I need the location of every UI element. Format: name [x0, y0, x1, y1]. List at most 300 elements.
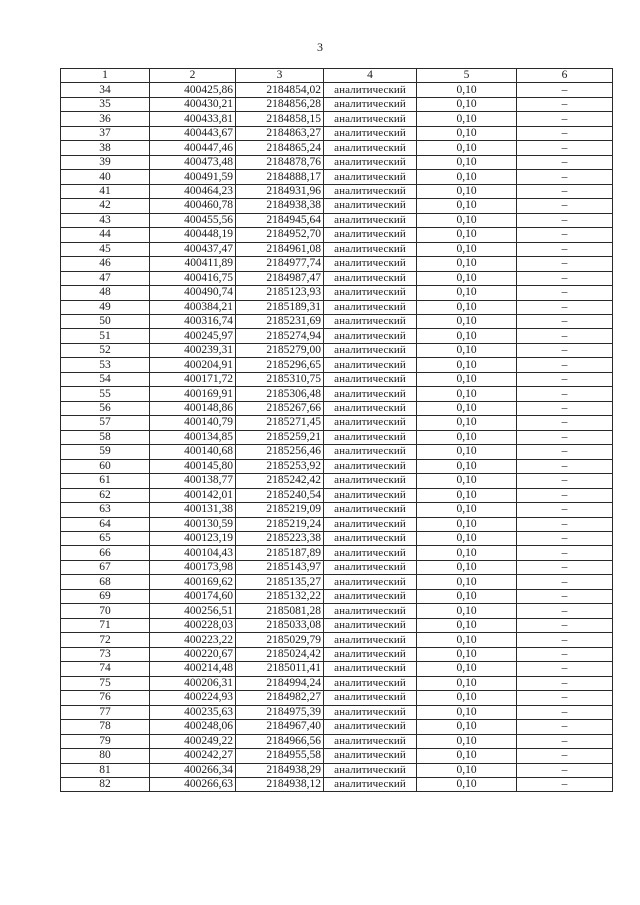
accuracy-cell: 0,10 — [417, 734, 517, 748]
method-cell: аналитический — [324, 300, 417, 314]
point-number-cell: 46 — [61, 257, 150, 271]
x-coordinate-cell: 400245,97 — [150, 329, 236, 343]
y-coordinate-cell: 2185231,69 — [236, 314, 324, 328]
accuracy-cell: 0,10 — [417, 314, 517, 328]
note-cell: – — [517, 734, 613, 748]
table-row — [61, 430, 613, 444]
point-number-cell: 81 — [61, 763, 150, 777]
table-row — [61, 155, 613, 169]
note-cell: – — [517, 763, 613, 777]
table-row — [61, 546, 613, 560]
x-coordinate-cell: 400248,06 — [150, 720, 236, 734]
point-number-cell: 71 — [61, 618, 150, 632]
point-number-cell: 72 — [61, 633, 150, 647]
accuracy-cell: 0,10 — [417, 387, 517, 401]
point-number-cell: 58 — [61, 430, 150, 444]
point-number-cell: 61 — [61, 474, 150, 488]
x-coordinate-cell: 400266,63 — [150, 777, 236, 791]
x-coordinate-cell: 400256,51 — [150, 604, 236, 618]
point-number-cell: 40 — [61, 170, 150, 184]
table-row — [61, 228, 613, 242]
x-coordinate-cell: 400455,56 — [150, 213, 236, 227]
accuracy-cell: 0,10 — [417, 618, 517, 632]
x-coordinate-cell: 400228,03 — [150, 618, 236, 632]
y-coordinate-cell: 2184967,40 — [236, 720, 324, 734]
point-number-cell: 55 — [61, 387, 150, 401]
note-cell: – — [517, 459, 613, 473]
method-cell: аналитический — [324, 358, 417, 372]
table-row — [61, 314, 613, 328]
note-cell: – — [517, 228, 613, 242]
accuracy-cell: 0,10 — [417, 676, 517, 690]
method-cell: аналитический — [324, 734, 417, 748]
y-coordinate-cell: 2185011,41 — [236, 662, 324, 676]
table-row — [61, 141, 613, 155]
method-cell: аналитический — [324, 170, 417, 184]
table-row — [61, 604, 613, 618]
x-coordinate-cell: 400171,72 — [150, 372, 236, 386]
point-number-cell: 66 — [61, 546, 150, 560]
x-coordinate-cell: 400206,31 — [150, 676, 236, 690]
note-cell: – — [517, 705, 613, 719]
table-row — [61, 474, 613, 488]
note-cell: – — [517, 199, 613, 213]
table-row — [61, 199, 613, 213]
y-coordinate-cell: 2184931,96 — [236, 184, 324, 198]
point-number-cell: 34 — [61, 83, 150, 97]
note-cell: – — [517, 170, 613, 184]
accuracy-cell: 0,10 — [417, 503, 517, 517]
method-cell: аналитический — [324, 155, 417, 169]
x-coordinate-cell: 400242,27 — [150, 749, 236, 763]
table-row — [61, 560, 613, 574]
table-row — [61, 445, 613, 459]
point-number-cell: 35 — [61, 97, 150, 111]
x-coordinate-cell: 400169,91 — [150, 387, 236, 401]
accuracy-cell: 0,10 — [417, 647, 517, 661]
y-coordinate-cell: 2185029,79 — [236, 633, 324, 647]
x-coordinate-cell: 400316,74 — [150, 314, 236, 328]
x-coordinate-cell: 400235,63 — [150, 705, 236, 719]
y-coordinate-cell: 2184955,58 — [236, 749, 324, 763]
method-cell: аналитический — [324, 459, 417, 473]
accuracy-cell: 0,10 — [417, 474, 517, 488]
x-coordinate-cell: 400249,22 — [150, 734, 236, 748]
method-cell: аналитический — [324, 749, 417, 763]
method-cell: аналитический — [324, 676, 417, 690]
accuracy-cell: 0,10 — [417, 372, 517, 386]
point-number-cell: 51 — [61, 329, 150, 343]
accuracy-cell: 0,10 — [417, 705, 517, 719]
point-number-cell: 49 — [61, 300, 150, 314]
method-cell: аналитический — [324, 184, 417, 198]
header-col-3: 3 — [236, 69, 324, 83]
point-number-cell: 47 — [61, 271, 150, 285]
method-cell: аналитический — [324, 474, 417, 488]
table-row — [61, 401, 613, 415]
point-number-cell: 70 — [61, 604, 150, 618]
x-coordinate-cell: 400473,48 — [150, 155, 236, 169]
table-row — [61, 734, 613, 748]
coordinates-table — [60, 68, 613, 792]
y-coordinate-cell: 2184961,08 — [236, 242, 324, 256]
point-number-cell: 65 — [61, 532, 150, 546]
header-col-4: 4 — [324, 69, 417, 83]
y-coordinate-cell: 2184975,39 — [236, 705, 324, 719]
method-cell: аналитический — [324, 488, 417, 502]
table-body — [61, 83, 613, 792]
method-cell: аналитический — [324, 430, 417, 444]
method-cell: аналитический — [324, 662, 417, 676]
accuracy-cell: 0,10 — [417, 155, 517, 169]
x-coordinate-cell: 400443,67 — [150, 126, 236, 140]
note-cell: – — [517, 372, 613, 386]
accuracy-cell: 0,10 — [417, 575, 517, 589]
table-row — [61, 532, 613, 546]
y-coordinate-cell: 2184888,17 — [236, 170, 324, 184]
x-coordinate-cell: 400411,89 — [150, 257, 236, 271]
y-coordinate-cell: 2185267,66 — [236, 401, 324, 415]
table-row — [61, 286, 613, 300]
table-row — [61, 459, 613, 473]
accuracy-cell: 0,10 — [417, 300, 517, 314]
accuracy-cell: 0,10 — [417, 199, 517, 213]
x-coordinate-cell: 400140,79 — [150, 416, 236, 430]
table-row — [61, 416, 613, 430]
table-row — [61, 387, 613, 401]
table-row — [61, 589, 613, 603]
note-cell: – — [517, 749, 613, 763]
method-cell: аналитический — [324, 112, 417, 126]
table-row — [61, 777, 613, 791]
accuracy-cell: 0,10 — [417, 560, 517, 574]
table-row — [61, 647, 613, 661]
y-coordinate-cell: 2185256,46 — [236, 445, 324, 459]
y-coordinate-cell: 2184987,47 — [236, 271, 324, 285]
x-coordinate-cell: 400140,68 — [150, 445, 236, 459]
y-coordinate-cell: 2184952,70 — [236, 228, 324, 242]
table-row — [61, 184, 613, 198]
x-coordinate-cell: 400239,31 — [150, 343, 236, 357]
note-cell: – — [517, 647, 613, 661]
method-cell: аналитический — [324, 213, 417, 227]
x-coordinate-cell: 400384,21 — [150, 300, 236, 314]
accuracy-cell: 0,10 — [417, 286, 517, 300]
accuracy-cell: 0,10 — [417, 777, 517, 791]
method-cell: аналитический — [324, 503, 417, 517]
method-cell: аналитический — [324, 257, 417, 271]
method-cell: аналитический — [324, 83, 417, 97]
y-coordinate-cell: 2185219,09 — [236, 503, 324, 517]
table-row — [61, 763, 613, 777]
note-cell: – — [517, 83, 613, 97]
point-number-cell: 39 — [61, 155, 150, 169]
y-coordinate-cell: 2185081,28 — [236, 604, 324, 618]
note-cell: – — [517, 257, 613, 271]
table-row — [61, 662, 613, 676]
y-coordinate-cell: 2184854,02 — [236, 83, 324, 97]
note-cell: – — [517, 112, 613, 126]
point-number-cell: 38 — [61, 141, 150, 155]
header-col-1: 1 — [61, 69, 150, 83]
x-coordinate-cell: 400148,86 — [150, 401, 236, 415]
method-cell: аналитический — [324, 720, 417, 734]
y-coordinate-cell: 2184858,15 — [236, 112, 324, 126]
table-row — [61, 257, 613, 271]
x-coordinate-cell: 400464,23 — [150, 184, 236, 198]
y-coordinate-cell: 2184865,24 — [236, 141, 324, 155]
y-coordinate-cell: 2185296,65 — [236, 358, 324, 372]
accuracy-cell: 0,10 — [417, 329, 517, 343]
note-cell: – — [517, 777, 613, 791]
x-coordinate-cell: 400131,38 — [150, 503, 236, 517]
accuracy-cell: 0,10 — [417, 445, 517, 459]
note-cell: – — [517, 445, 613, 459]
method-cell: аналитический — [324, 97, 417, 111]
note-cell: – — [517, 155, 613, 169]
table-row — [61, 112, 613, 126]
y-coordinate-cell: 2185143,97 — [236, 560, 324, 574]
table-row — [61, 372, 613, 386]
method-cell: аналитический — [324, 286, 417, 300]
table-row — [61, 170, 613, 184]
point-number-cell: 48 — [61, 286, 150, 300]
method-cell: аналитический — [324, 517, 417, 531]
table-row — [61, 633, 613, 647]
accuracy-cell: 0,10 — [417, 633, 517, 647]
table-row — [61, 503, 613, 517]
table-row — [61, 676, 613, 690]
point-number-cell: 56 — [61, 401, 150, 415]
note-cell: – — [517, 532, 613, 546]
point-number-cell: 82 — [61, 777, 150, 791]
note-cell: – — [517, 271, 613, 285]
x-coordinate-cell: 400142,01 — [150, 488, 236, 502]
y-coordinate-cell: 2185135,27 — [236, 575, 324, 589]
table-row — [61, 83, 613, 97]
point-number-cell: 53 — [61, 358, 150, 372]
x-coordinate-cell: 400214,48 — [150, 662, 236, 676]
method-cell: аналитический — [324, 647, 417, 661]
note-cell: – — [517, 474, 613, 488]
note-cell: – — [517, 286, 613, 300]
point-number-cell: 76 — [61, 691, 150, 705]
note-cell: – — [517, 314, 613, 328]
note-cell: – — [517, 676, 613, 690]
point-number-cell: 75 — [61, 676, 150, 690]
point-number-cell: 69 — [61, 589, 150, 603]
method-cell: аналитический — [324, 228, 417, 242]
accuracy-cell: 0,10 — [417, 720, 517, 734]
accuracy-cell: 0,10 — [417, 546, 517, 560]
note-cell: – — [517, 720, 613, 734]
accuracy-cell: 0,10 — [417, 517, 517, 531]
method-cell: аналитический — [324, 126, 417, 140]
table-row — [61, 329, 613, 343]
note-cell: – — [517, 618, 613, 632]
x-coordinate-cell: 400138,77 — [150, 474, 236, 488]
note-cell: – — [517, 358, 613, 372]
accuracy-cell: 0,10 — [417, 749, 517, 763]
table-row — [61, 488, 613, 502]
note-cell: – — [517, 213, 613, 227]
y-coordinate-cell: 2185279,00 — [236, 343, 324, 357]
accuracy-cell: 0,10 — [417, 589, 517, 603]
accuracy-cell: 0,10 — [417, 662, 517, 676]
point-number-cell: 80 — [61, 749, 150, 763]
header-col-5: 5 — [417, 69, 517, 83]
table-row — [61, 691, 613, 705]
accuracy-cell: 0,10 — [417, 257, 517, 271]
table-row — [61, 358, 613, 372]
point-number-cell: 52 — [61, 343, 150, 357]
x-coordinate-cell: 400220,67 — [150, 647, 236, 661]
accuracy-cell: 0,10 — [417, 112, 517, 126]
note-cell: – — [517, 560, 613, 574]
y-coordinate-cell: 2184982,27 — [236, 691, 324, 705]
note-cell: – — [517, 604, 613, 618]
point-number-cell: 41 — [61, 184, 150, 198]
accuracy-cell: 0,10 — [417, 763, 517, 777]
y-coordinate-cell: 2185024,42 — [236, 647, 324, 661]
accuracy-cell: 0,10 — [417, 242, 517, 256]
x-coordinate-cell: 400224,93 — [150, 691, 236, 705]
x-coordinate-cell: 400437,47 — [150, 242, 236, 256]
y-coordinate-cell: 2185242,42 — [236, 474, 324, 488]
x-coordinate-cell: 400174,60 — [150, 589, 236, 603]
table-header-row — [61, 69, 613, 83]
y-coordinate-cell: 2184938,29 — [236, 763, 324, 777]
note-cell: – — [517, 343, 613, 357]
table-row — [61, 749, 613, 763]
method-cell: аналитический — [324, 141, 417, 155]
point-number-cell: 78 — [61, 720, 150, 734]
point-number-cell: 54 — [61, 372, 150, 386]
note-cell: – — [517, 401, 613, 415]
method-cell: аналитический — [324, 705, 417, 719]
accuracy-cell: 0,10 — [417, 604, 517, 618]
table-row — [61, 705, 613, 719]
point-number-cell: 79 — [61, 734, 150, 748]
point-number-cell: 37 — [61, 126, 150, 140]
note-cell: – — [517, 387, 613, 401]
method-cell: аналитический — [324, 691, 417, 705]
note-cell: – — [517, 589, 613, 603]
point-number-cell: 42 — [61, 199, 150, 213]
point-number-cell: 77 — [61, 705, 150, 719]
y-coordinate-cell: 2185259,21 — [236, 430, 324, 444]
point-number-cell: 50 — [61, 314, 150, 328]
table-row — [61, 126, 613, 140]
method-cell: аналитический — [324, 763, 417, 777]
point-number-cell: 59 — [61, 445, 150, 459]
point-number-cell: 74 — [61, 662, 150, 676]
y-coordinate-cell: 2185310,75 — [236, 372, 324, 386]
accuracy-cell: 0,10 — [417, 213, 517, 227]
y-coordinate-cell: 2185132,22 — [236, 589, 324, 603]
y-coordinate-cell: 2184938,38 — [236, 199, 324, 213]
point-number-cell: 45 — [61, 242, 150, 256]
x-coordinate-cell: 400104,43 — [150, 546, 236, 560]
point-number-cell: 57 — [61, 416, 150, 430]
x-coordinate-cell: 400134,85 — [150, 430, 236, 444]
y-coordinate-cell: 2185271,45 — [236, 416, 324, 430]
method-cell: аналитический — [324, 271, 417, 285]
point-number-cell: 73 — [61, 647, 150, 661]
method-cell: аналитический — [324, 618, 417, 632]
accuracy-cell: 0,10 — [417, 459, 517, 473]
point-number-cell: 43 — [61, 213, 150, 227]
y-coordinate-cell: 2184945,64 — [236, 213, 324, 227]
method-cell: аналитический — [324, 329, 417, 343]
method-cell: аналитический — [324, 416, 417, 430]
note-cell: – — [517, 691, 613, 705]
table-row — [61, 618, 613, 632]
y-coordinate-cell: 2185223,38 — [236, 532, 324, 546]
x-coordinate-cell: 400448,19 — [150, 228, 236, 242]
method-cell: аналитический — [324, 633, 417, 647]
note-cell: – — [517, 546, 613, 560]
note-cell: – — [517, 503, 613, 517]
method-cell: аналитический — [324, 604, 417, 618]
accuracy-cell: 0,10 — [417, 271, 517, 285]
accuracy-cell: 0,10 — [417, 126, 517, 140]
x-coordinate-cell: 400266,34 — [150, 763, 236, 777]
point-number-cell: 63 — [61, 503, 150, 517]
y-coordinate-cell: 2184966,56 — [236, 734, 324, 748]
note-cell: – — [517, 141, 613, 155]
x-coordinate-cell: 400447,46 — [150, 141, 236, 155]
method-cell: аналитический — [324, 372, 417, 386]
method-cell: аналитический — [324, 560, 417, 574]
note-cell: – — [517, 662, 613, 676]
note-cell: – — [517, 517, 613, 531]
header-col-2: 2 — [150, 69, 236, 83]
note-cell: – — [517, 430, 613, 444]
y-coordinate-cell: 2184856,28 — [236, 97, 324, 111]
y-coordinate-cell: 2185033,08 — [236, 618, 324, 632]
table-row — [61, 271, 613, 285]
accuracy-cell: 0,10 — [417, 141, 517, 155]
accuracy-cell: 0,10 — [417, 343, 517, 357]
y-coordinate-cell: 2185187,89 — [236, 546, 324, 560]
x-coordinate-cell: 400460,78 — [150, 199, 236, 213]
y-coordinate-cell: 2184938,12 — [236, 777, 324, 791]
page-number: 3 — [317, 40, 323, 54]
table-row — [61, 242, 613, 256]
table-row — [61, 97, 613, 111]
y-coordinate-cell: 2185274,94 — [236, 329, 324, 343]
x-coordinate-cell: 400490,74 — [150, 286, 236, 300]
accuracy-cell: 0,10 — [417, 97, 517, 111]
table-row — [61, 213, 613, 227]
note-cell: – — [517, 184, 613, 198]
table-row — [61, 300, 613, 314]
point-number-cell: 68 — [61, 575, 150, 589]
point-number-cell: 62 — [61, 488, 150, 502]
method-cell: аналитический — [324, 242, 417, 256]
x-coordinate-cell: 400433,81 — [150, 112, 236, 126]
method-cell: аналитический — [324, 387, 417, 401]
note-cell: – — [517, 488, 613, 502]
note-cell: – — [517, 126, 613, 140]
note-cell: – — [517, 97, 613, 111]
accuracy-cell: 0,10 — [417, 228, 517, 242]
note-cell: – — [517, 329, 613, 343]
y-coordinate-cell: 2184863,27 — [236, 126, 324, 140]
accuracy-cell: 0,10 — [417, 488, 517, 502]
method-cell: аналитический — [324, 401, 417, 415]
